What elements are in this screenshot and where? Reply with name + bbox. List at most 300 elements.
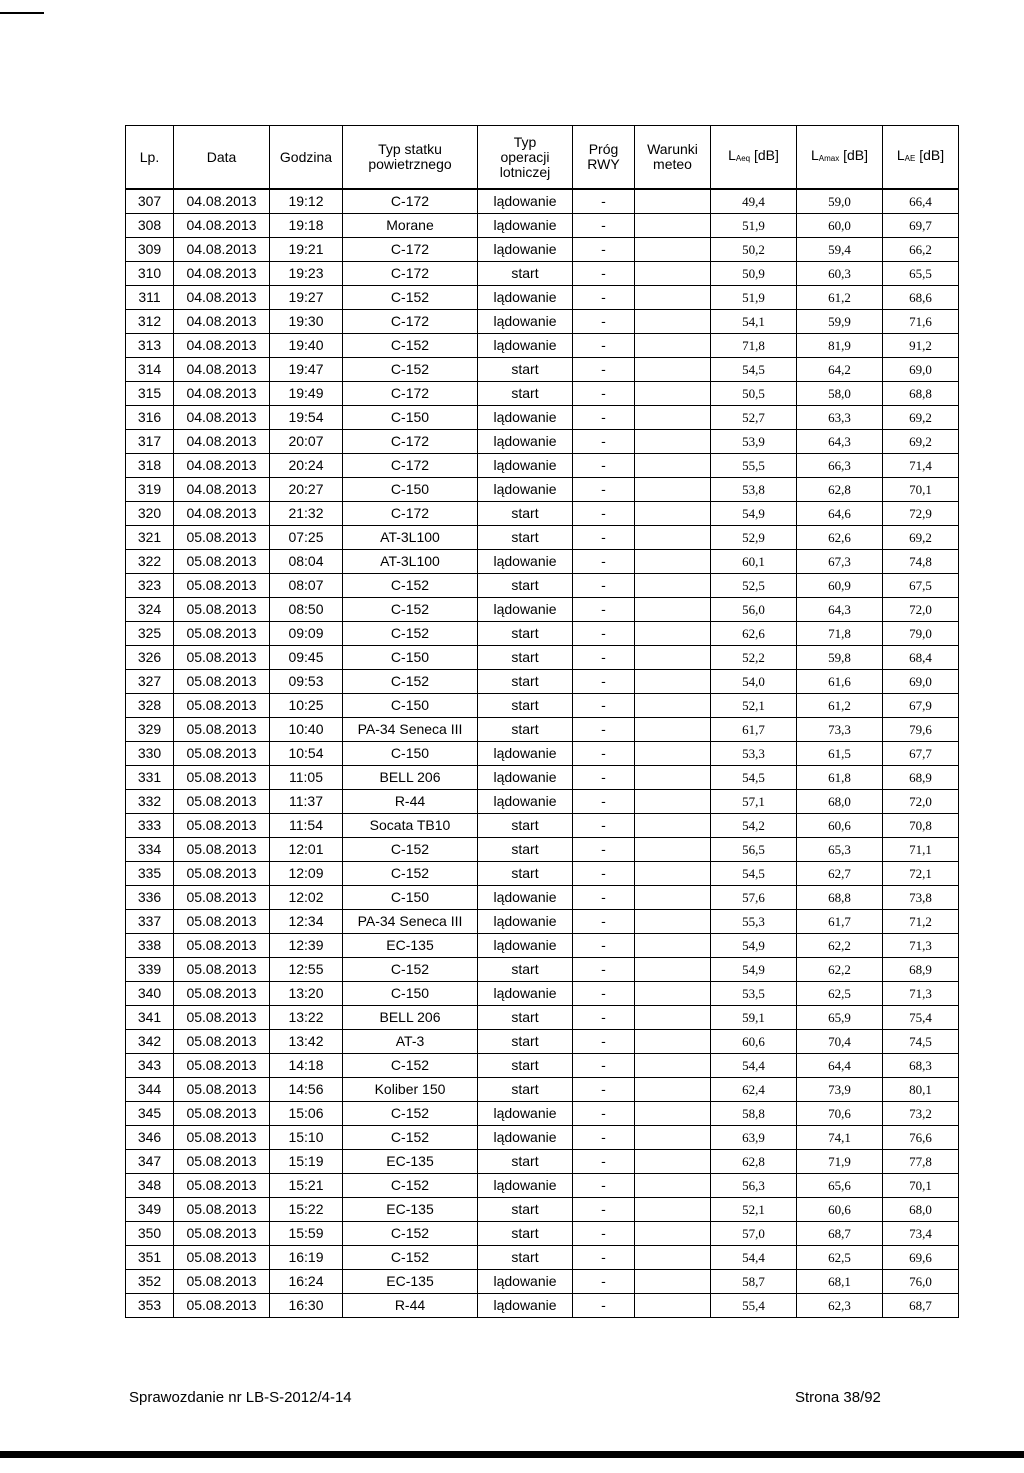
- cell-prog: -: [573, 478, 635, 502]
- cell-data: 05.08.2013: [174, 910, 270, 934]
- cell-lamax: 60,0: [797, 214, 883, 238]
- cell-lamax: 61,7: [797, 910, 883, 934]
- table-row: [126, 886, 959, 910]
- cell-warunki: [635, 1246, 711, 1270]
- cell-godzina: 19:47: [270, 358, 343, 382]
- cell-typ-operacji: lądowanie: [478, 1294, 573, 1318]
- cell-warunki: [635, 1222, 711, 1246]
- cell-lp: 340: [126, 982, 174, 1006]
- cell-godzina: 09:09: [270, 622, 343, 646]
- cell-lamax: 66,3: [797, 454, 883, 478]
- cell-typ-statku: C-150: [343, 646, 478, 670]
- cell-laeq: 54,9: [711, 502, 797, 526]
- cell-lamax: 65,6: [797, 1174, 883, 1198]
- cell-prog: -: [573, 598, 635, 622]
- cell-lp: 347: [126, 1150, 174, 1174]
- cell-lae: 70,1: [883, 478, 959, 502]
- cell-typ-operacji: start: [478, 1006, 573, 1030]
- cell-prog: -: [573, 838, 635, 862]
- cell-warunki: [635, 1150, 711, 1174]
- cell-typ-operacji: lądowanie: [478, 1174, 573, 1198]
- table-row: [126, 694, 959, 718]
- cell-lae: 69,0: [883, 670, 959, 694]
- cell-lamax: 58,0: [797, 382, 883, 406]
- cell-prog: -: [573, 382, 635, 406]
- cell-godzina: 11:54: [270, 814, 343, 838]
- cell-lae: 71,2: [883, 910, 959, 934]
- cell-warunki: [635, 742, 711, 766]
- cell-typ-statku: C-172: [343, 189, 478, 214]
- cell-lp: 326: [126, 646, 174, 670]
- cell-typ-statku: C-152: [343, 574, 478, 598]
- table-row: [126, 430, 959, 454]
- table-row: [126, 646, 959, 670]
- cell-lp: 325: [126, 622, 174, 646]
- table-row: [126, 1270, 959, 1294]
- cell-prog: -: [573, 1270, 635, 1294]
- cell-data: 05.08.2013: [174, 1198, 270, 1222]
- cell-typ-operacji: lądowanie: [478, 550, 573, 574]
- cell-data: 04.08.2013: [174, 310, 270, 334]
- cell-godzina: 13:22: [270, 1006, 343, 1030]
- cell-lp: 339: [126, 958, 174, 982]
- cell-lae: 69,2: [883, 406, 959, 430]
- table-row: [126, 1006, 959, 1030]
- cell-lae: 69,0: [883, 358, 959, 382]
- cell-lp: 343: [126, 1054, 174, 1078]
- cell-prog: -: [573, 862, 635, 886]
- cell-warunki: [635, 1126, 711, 1150]
- cell-lamax: 68,7: [797, 1222, 883, 1246]
- cell-typ-statku: C-150: [343, 982, 478, 1006]
- cell-godzina: 16:30: [270, 1294, 343, 1318]
- cell-typ-operacji: lądowanie: [478, 406, 573, 430]
- cell-warunki: [635, 1006, 711, 1030]
- cell-lae: 68,0: [883, 1198, 959, 1222]
- cell-data: 05.08.2013: [174, 1102, 270, 1126]
- cell-lae: 73,4: [883, 1222, 959, 1246]
- cell-lamax: 65,9: [797, 1006, 883, 1030]
- cell-prog: -: [573, 1030, 635, 1054]
- cell-lp: 332: [126, 790, 174, 814]
- cell-lamax: 60,9: [797, 574, 883, 598]
- cell-warunki: [635, 262, 711, 286]
- cell-typ-statku: C-152: [343, 670, 478, 694]
- cell-warunki: [635, 502, 711, 526]
- cell-typ-operacji: lądowanie: [478, 189, 573, 214]
- table-row: [126, 526, 959, 550]
- cell-godzina: 14:56: [270, 1078, 343, 1102]
- cell-typ-statku: C-150: [343, 694, 478, 718]
- cell-laeq: 52,7: [711, 406, 797, 430]
- cell-typ-operacji: start: [478, 694, 573, 718]
- cell-lp: 307: [126, 189, 174, 214]
- cell-typ-operacji: lądowanie: [478, 886, 573, 910]
- cell-lae: 73,2: [883, 1102, 959, 1126]
- cell-lae: 67,5: [883, 574, 959, 598]
- table-row: [126, 1102, 959, 1126]
- cell-lp: 349: [126, 1198, 174, 1222]
- lamax-unit: [dB]: [839, 147, 869, 163]
- table-row: [126, 1294, 959, 1318]
- cell-data: 05.08.2013: [174, 1006, 270, 1030]
- cell-prog: -: [573, 262, 635, 286]
- table-row: [126, 1174, 959, 1198]
- cell-data: 05.08.2013: [174, 1294, 270, 1318]
- cell-godzina: 19:21: [270, 238, 343, 262]
- cell-lamax: 81,9: [797, 334, 883, 358]
- cell-godzina: 09:45: [270, 646, 343, 670]
- cell-lae: 76,0: [883, 1270, 959, 1294]
- cell-prog: -: [573, 1174, 635, 1198]
- cell-lae: 70,1: [883, 1174, 959, 1198]
- cell-data: 05.08.2013: [174, 766, 270, 790]
- cell-data: 05.08.2013: [174, 886, 270, 910]
- cell-laeq: 52,5: [711, 574, 797, 598]
- cell-lp: 351: [126, 1246, 174, 1270]
- cell-lamax: 59,9: [797, 310, 883, 334]
- cell-godzina: 13:20: [270, 982, 343, 1006]
- table-row: [126, 262, 959, 286]
- cell-prog: -: [573, 1006, 635, 1030]
- col-header-warunki: Warunki meteo: [635, 126, 711, 190]
- cell-typ-operacji: start: [478, 622, 573, 646]
- cell-lae: 68,6: [883, 286, 959, 310]
- cell-lae: 71,4: [883, 454, 959, 478]
- cell-lamax: 74,1: [797, 1126, 883, 1150]
- cell-warunki: [635, 646, 711, 670]
- cell-prog: -: [573, 1198, 635, 1222]
- cell-godzina: 11:37: [270, 790, 343, 814]
- cell-typ-operacji: lądowanie: [478, 1270, 573, 1294]
- cell-typ-operacji: start: [478, 526, 573, 550]
- cell-typ-statku: C-172: [343, 238, 478, 262]
- cell-data: 05.08.2013: [174, 742, 270, 766]
- cell-warunki: [635, 622, 711, 646]
- cell-typ-operacji: start: [478, 358, 573, 382]
- lae-symbol: L: [896, 147, 905, 163]
- cell-typ-operacji: start: [478, 1150, 573, 1174]
- cell-typ-operacji: lądowanie: [478, 742, 573, 766]
- cell-lae: 69,6: [883, 1246, 959, 1270]
- table-row: [126, 598, 959, 622]
- cell-prog: -: [573, 358, 635, 382]
- cell-godzina: 19:12: [270, 189, 343, 214]
- cell-typ-operacji: start: [478, 1222, 573, 1246]
- cell-lp: 323: [126, 574, 174, 598]
- cell-typ-statku: Morane: [343, 214, 478, 238]
- cell-lp: 335: [126, 862, 174, 886]
- cell-typ-operacji: start: [478, 382, 573, 406]
- cell-prog: -: [573, 910, 635, 934]
- cell-typ-operacji: lądowanie: [478, 1102, 573, 1126]
- cell-data: 05.08.2013: [174, 526, 270, 550]
- cell-lp: 317: [126, 430, 174, 454]
- cell-lae: 71,3: [883, 982, 959, 1006]
- cell-godzina: 08:50: [270, 598, 343, 622]
- cell-warunki: [635, 694, 711, 718]
- cell-warunki: [635, 1270, 711, 1294]
- cell-data: 05.08.2013: [174, 1030, 270, 1054]
- cell-lamax: 62,7: [797, 862, 883, 886]
- cell-lae: 76,6: [883, 1126, 959, 1150]
- cell-data: 05.08.2013: [174, 1270, 270, 1294]
- cell-typ-statku: BELL 206: [343, 1006, 478, 1030]
- cell-godzina: 10:54: [270, 742, 343, 766]
- cell-prog: -: [573, 502, 635, 526]
- cell-lamax: 61,5: [797, 742, 883, 766]
- report-number: Sprawozdanie nr LB-S-2012/4-14: [129, 1389, 352, 1406]
- cell-typ-operacji: start: [478, 718, 573, 742]
- cell-godzina: 20:27: [270, 478, 343, 502]
- cell-lp: 312: [126, 310, 174, 334]
- cell-warunki: [635, 1102, 711, 1126]
- cell-typ-operacji: lądowanie: [478, 310, 573, 334]
- cell-lamax: 70,6: [797, 1102, 883, 1126]
- cell-data: 04.08.2013: [174, 430, 270, 454]
- table-row: [126, 189, 959, 214]
- cell-data: 05.08.2013: [174, 550, 270, 574]
- cell-lamax: 59,4: [797, 238, 883, 262]
- cell-warunki: [635, 550, 711, 574]
- cell-lamax: 62,8: [797, 478, 883, 502]
- cell-typ-statku: C-150: [343, 886, 478, 910]
- cell-lp: 333: [126, 814, 174, 838]
- cell-lae: 72,0: [883, 790, 959, 814]
- cell-godzina: 15:19: [270, 1150, 343, 1174]
- cell-prog: -: [573, 1102, 635, 1126]
- cell-warunki: [635, 598, 711, 622]
- cell-godzina: 11:05: [270, 766, 343, 790]
- cell-lae: 73,8: [883, 886, 959, 910]
- cell-lp: 338: [126, 934, 174, 958]
- cell-lp: 310: [126, 262, 174, 286]
- cell-laeq: 62,6: [711, 622, 797, 646]
- cell-lamax: 64,3: [797, 598, 883, 622]
- cell-laeq: 53,9: [711, 430, 797, 454]
- cell-laeq: 54,5: [711, 766, 797, 790]
- cell-typ-operacji: lądowanie: [478, 982, 573, 1006]
- cell-godzina: 12:34: [270, 910, 343, 934]
- cell-lamax: 62,6: [797, 526, 883, 550]
- cell-godzina: 07:25: [270, 526, 343, 550]
- cell-data: 05.08.2013: [174, 1126, 270, 1150]
- cell-typ-statku: C-152: [343, 334, 478, 358]
- cell-laeq: 54,4: [711, 1054, 797, 1078]
- table-row: [126, 910, 959, 934]
- cell-lae: 91,2: [883, 334, 959, 358]
- cell-godzina: 12:09: [270, 862, 343, 886]
- cell-laeq: 53,5: [711, 982, 797, 1006]
- cell-typ-statku: R-44: [343, 790, 478, 814]
- cell-typ-operacji: start: [478, 862, 573, 886]
- cell-data: 05.08.2013: [174, 598, 270, 622]
- cell-prog: -: [573, 670, 635, 694]
- table-row: [126, 622, 959, 646]
- cell-warunki: [635, 358, 711, 382]
- cell-laeq: 59,1: [711, 1006, 797, 1030]
- cell-godzina: 19:54: [270, 406, 343, 430]
- cell-prog: -: [573, 1126, 635, 1150]
- cell-laeq: 57,6: [711, 886, 797, 910]
- col-header-data: Data: [174, 126, 270, 190]
- cell-typ-statku: C-152: [343, 1246, 478, 1270]
- cell-godzina: 19:30: [270, 310, 343, 334]
- lae-unit: [dB]: [915, 147, 945, 163]
- cell-typ-operacji: start: [478, 262, 573, 286]
- cell-typ-operacji: start: [478, 1030, 573, 1054]
- cell-typ-operacji: start: [478, 1198, 573, 1222]
- table-row: [126, 310, 959, 334]
- cell-lp: 352: [126, 1270, 174, 1294]
- cell-laeq: 53,8: [711, 478, 797, 502]
- cell-prog: -: [573, 406, 635, 430]
- cell-godzina: 12:02: [270, 886, 343, 910]
- cell-lamax: 62,2: [797, 934, 883, 958]
- cell-typ-operacji: start: [478, 646, 573, 670]
- cell-typ-operacji: start: [478, 958, 573, 982]
- cell-prog: -: [573, 526, 635, 550]
- cell-warunki: [635, 910, 711, 934]
- cell-lamax: 67,3: [797, 550, 883, 574]
- cell-typ-statku: C-172: [343, 262, 478, 286]
- cell-lae: 77,8: [883, 1150, 959, 1174]
- cell-lamax: 64,2: [797, 358, 883, 382]
- cell-typ-statku: C-152: [343, 286, 478, 310]
- cell-laeq: 57,1: [711, 790, 797, 814]
- cell-data: 05.08.2013: [174, 982, 270, 1006]
- table-row: [126, 982, 959, 1006]
- cell-laeq: 60,1: [711, 550, 797, 574]
- cell-warunki: [635, 670, 711, 694]
- table-row: [126, 382, 959, 406]
- cell-lamax: 61,8: [797, 766, 883, 790]
- cell-lae: 71,1: [883, 838, 959, 862]
- cell-data: 05.08.2013: [174, 934, 270, 958]
- cell-data: 04.08.2013: [174, 454, 270, 478]
- cell-laeq: 55,3: [711, 910, 797, 934]
- cell-godzina: 12:55: [270, 958, 343, 982]
- cell-lae: 68,8: [883, 382, 959, 406]
- cell-godzina: 13:42: [270, 1030, 343, 1054]
- cell-typ-operacji: lądowanie: [478, 214, 573, 238]
- cell-godzina: 12:01: [270, 838, 343, 862]
- cell-godzina: 19:49: [270, 382, 343, 406]
- cell-data: 04.08.2013: [174, 238, 270, 262]
- cell-laeq: 53,3: [711, 742, 797, 766]
- laeq-unit: [dB]: [750, 147, 779, 163]
- cell-prog: -: [573, 214, 635, 238]
- cell-warunki: [635, 1294, 711, 1318]
- cell-typ-operacji: start: [478, 1054, 573, 1078]
- cell-lp: 313: [126, 334, 174, 358]
- page-number: Strona 38/92: [795, 1389, 881, 1406]
- cell-typ-statku: AT-3L100: [343, 550, 478, 574]
- cell-lae: 71,6: [883, 310, 959, 334]
- cell-laeq: 50,2: [711, 238, 797, 262]
- cell-warunki: [635, 1198, 711, 1222]
- cell-laeq: 58,7: [711, 1270, 797, 1294]
- cell-lp: 345: [126, 1102, 174, 1126]
- cell-lp: 344: [126, 1078, 174, 1102]
- cell-typ-statku: Socata TB10: [343, 814, 478, 838]
- cell-laeq: 57,0: [711, 1222, 797, 1246]
- cell-lamax: 64,3: [797, 430, 883, 454]
- cell-warunki: [635, 934, 711, 958]
- cell-godzina: 19:23: [270, 262, 343, 286]
- cell-lamax: 61,6: [797, 670, 883, 694]
- cell-lp: 311: [126, 286, 174, 310]
- cell-laeq: 49,4: [711, 189, 797, 214]
- cell-data: 04.08.2013: [174, 502, 270, 526]
- table-row: [126, 1126, 959, 1150]
- cell-laeq: 54,5: [711, 358, 797, 382]
- cell-laeq: 54,9: [711, 958, 797, 982]
- cell-prog: -: [573, 1222, 635, 1246]
- cell-typ-operacji: start: [478, 1246, 573, 1270]
- cell-typ-operacji: lądowanie: [478, 334, 573, 358]
- cell-lp: 353: [126, 1294, 174, 1318]
- cell-typ-statku: EC-135: [343, 1150, 478, 1174]
- cell-prog: -: [573, 334, 635, 358]
- cell-godzina: 10:25: [270, 694, 343, 718]
- table-row: [126, 1222, 959, 1246]
- cell-lae: 80,1: [883, 1078, 959, 1102]
- cell-typ-statku: C-152: [343, 1054, 478, 1078]
- cell-lp: 319: [126, 478, 174, 502]
- col-header-lp: Lp.: [126, 126, 174, 190]
- cell-lae: 75,4: [883, 1006, 959, 1030]
- cell-typ-statku: EC-135: [343, 934, 478, 958]
- col-header-godzina: Godzina: [270, 126, 343, 190]
- cell-lae: 67,9: [883, 694, 959, 718]
- cell-typ-operacji: lądowanie: [478, 598, 573, 622]
- col-header-prog: Próg RWY: [573, 126, 635, 190]
- cell-lamax: 62,3: [797, 1294, 883, 1318]
- table-row: [126, 502, 959, 526]
- cell-typ-statku: C-172: [343, 310, 478, 334]
- cell-warunki: [635, 814, 711, 838]
- cell-typ-statku: C-152: [343, 958, 478, 982]
- cell-prog: -: [573, 1150, 635, 1174]
- cell-lp: 329: [126, 718, 174, 742]
- cell-lae: 69,2: [883, 430, 959, 454]
- table-row: [126, 838, 959, 862]
- cell-lae: 68,9: [883, 958, 959, 982]
- cell-typ-statku: C-152: [343, 622, 478, 646]
- table-row: [126, 550, 959, 574]
- lamax-symbol: L: [810, 147, 819, 163]
- cell-lp: 309: [126, 238, 174, 262]
- col-header-lamax: [797, 126, 883, 190]
- cell-typ-statku: C-150: [343, 406, 478, 430]
- cell-lae: 68,4: [883, 646, 959, 670]
- cell-lamax: 68,1: [797, 1270, 883, 1294]
- table-row: [126, 478, 959, 502]
- cell-prog: -: [573, 454, 635, 478]
- cell-typ-operacji: lądowanie: [478, 238, 573, 262]
- cell-typ-operacji: lądowanie: [478, 478, 573, 502]
- table-row: [126, 766, 959, 790]
- cell-lp: 322: [126, 550, 174, 574]
- cell-typ-statku: C-152: [343, 838, 478, 862]
- cell-godzina: 15:10: [270, 1126, 343, 1150]
- cell-lp: 327: [126, 670, 174, 694]
- cell-lamax: 73,3: [797, 718, 883, 742]
- cell-lp: 315: [126, 382, 174, 406]
- cell-laeq: 56,3: [711, 1174, 797, 1198]
- cell-typ-statku: C-152: [343, 598, 478, 622]
